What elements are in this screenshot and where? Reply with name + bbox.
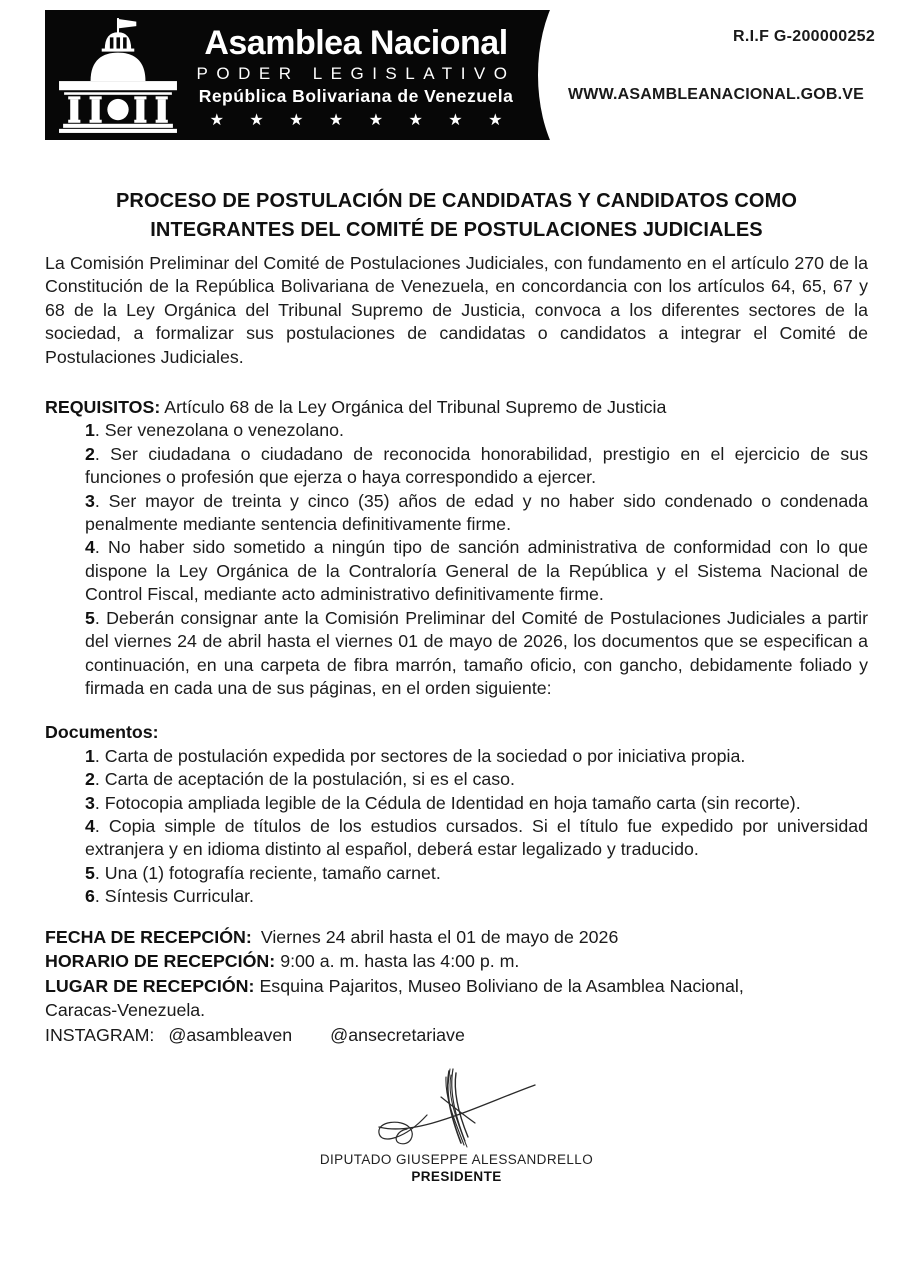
item-text: . Ser ciudadana o ciudadano de reconocida honorabilidad, prestigio en el ejercicio de sus funciones o profesión que ejerza o haya correspondido a ejercer. bbox=[85, 443, 868, 488]
lugar-value: Esquina Pajaritos, Museo Boliviano de la Asamblea Nacional, bbox=[259, 975, 744, 996]
instagram-label: INSTAGRAM: bbox=[45, 1024, 155, 1045]
item-text: . Carta de postulación expedida por sectores de la sociedad o por iniciativa propia. bbox=[94, 745, 746, 766]
document-body bbox=[0, 187, 914, 1185]
stars-row: ★ ★ ★ ★ ★ ★ ★ ★ bbox=[209, 112, 503, 129]
reception-fecha-line bbox=[45, 925, 868, 950]
documento-item-4 bbox=[45, 815, 868, 862]
requisitos-heading-text: Artículo 68 de la Ley Orgánica del Tribunal Supremo de Justicia bbox=[160, 397, 667, 418]
requisito-item-2 bbox=[45, 443, 868, 490]
rif-number: R.I.F G-200000252 bbox=[733, 28, 876, 45]
reception-info bbox=[45, 925, 868, 1048]
item-text: . Fotocopia ampliada legible de la Cédula de Identidad en hoja tamaño carta (sin recorte). bbox=[94, 792, 801, 813]
item-text: . Una (1) fotografía reciente, tamaño carnet. bbox=[94, 862, 441, 883]
item-text: . Carta de aceptación de la postulación, si es el caso. bbox=[94, 769, 515, 790]
documento-item-2 bbox=[45, 768, 868, 791]
org-name: Asamblea Nacional bbox=[204, 24, 508, 62]
item-number: 4 bbox=[85, 537, 95, 558]
item-text: . Síntesis Curricular. bbox=[94, 886, 254, 907]
documento-item-5 bbox=[45, 862, 868, 885]
item-number: 3 bbox=[85, 792, 95, 813]
letterhead bbox=[0, 0, 914, 142]
item-number: 6 bbox=[85, 886, 95, 907]
instagram-handle-2: @ansecretariave bbox=[330, 1024, 465, 1045]
documento-item-1 bbox=[45, 745, 868, 768]
reception-lugar-line2: Caracas-Venezuela. bbox=[45, 1000, 206, 1021]
lugar-label: LUGAR DE RECEPCIÓN: bbox=[45, 975, 255, 996]
horario-value: 9:00 a. m. hasta las 4:00 p. m. bbox=[280, 951, 520, 972]
website-url: WWW.ASAMBLEANACIONAL.GOB.VE bbox=[568, 86, 865, 103]
requisito-item-1 bbox=[45, 419, 868, 442]
country-name: República Bolivariana de Venezuela bbox=[198, 86, 514, 106]
title-line-1: PROCESO DE POSTULACIÓN DE CANDIDATAS Y CANDIDATOS COMO bbox=[115, 190, 797, 212]
fecha-label: FECHA DE RECEPCIÓN: bbox=[45, 926, 252, 947]
requisitos-heading bbox=[45, 396, 868, 419]
item-number: 5 bbox=[85, 862, 95, 883]
item-text: . No haber sido sometido a ningún tipo de sanción administrativa de conformidad con lo que dispone la Ley Orgánica de la Contraloría General de la República y el Sistema Nacional de Control Fiscal, mediante acto administrativo definitivamente firme. bbox=[85, 537, 868, 605]
banner-curve-cut bbox=[538, 10, 558, 140]
signature-block bbox=[45, 1063, 868, 1185]
item-number: 4 bbox=[85, 815, 95, 836]
documento-item-3 bbox=[45, 792, 868, 815]
horario-label: HORARIO DE RECEPCIÓN: bbox=[45, 951, 276, 972]
item-number: 3 bbox=[85, 490, 95, 511]
item-number: 2 bbox=[85, 443, 95, 464]
document-title bbox=[45, 187, 868, 244]
signatory-role: PRESIDENTE bbox=[411, 1169, 502, 1185]
item-number: 1 bbox=[85, 420, 95, 441]
instagram-handle-1: @asambleaven bbox=[168, 1024, 293, 1045]
org-subtitle: PODER LEGISLATIVO bbox=[196, 64, 516, 83]
capitol-building-icon bbox=[57, 18, 179, 139]
signatory-name: DIPUTADO GIUSEPPE ALESSANDRELLO bbox=[319, 1152, 594, 1168]
item-text: . Ser venezolana o venezolano. bbox=[94, 420, 345, 441]
requisito-item-4 bbox=[45, 536, 868, 606]
intro-paragraph: La Comisión Preliminar del Comité de Postulaciones Judiciales, con fundamento en el artículo 270 de la Constitución de la República Bolivariana de Venezuela, en concordancia con los artículos 64, 65, 67 y 68 de la Ley Orgánica del Tribunal Supremo de Justicia, convoca a los diferentes sectores de la sociedad, a formalizar sus postulaciones de candidatas o candidatos a integrar el Comité de Postulaciones Judiciales. bbox=[45, 253, 868, 367]
item-text: . Copia simple de títulos de los estudios cursados. Si el título fue expedido por universidad extranjera y en idioma distinto al español, deberá estar legalizado y traducido. bbox=[85, 815, 868, 860]
item-number: 1 bbox=[85, 745, 95, 766]
title-line-2: INTEGRANTES DEL COMITÉ DE POSTULACIONES JUDICIALES bbox=[150, 218, 763, 241]
item-number: 5 bbox=[85, 607, 95, 628]
fecha-value: Viernes 24 abril hasta el 01 de mayo de 2026 bbox=[260, 926, 619, 947]
documentos-list bbox=[45, 745, 868, 909]
instagram-line bbox=[45, 1023, 868, 1048]
item-number: 2 bbox=[85, 769, 95, 790]
header-banner bbox=[45, 10, 558, 140]
reception-horario-line bbox=[45, 949, 868, 974]
requisito-item-5 bbox=[45, 607, 868, 701]
item-text: . Deberán consignar ante la Comisión Preliminar del Comité de Postulaciones Judiciales a partir del viernes 24 de abril hasta el viernes 01 de mayo de 2026, los documentos que se especifican a continuación, en una carpeta de fibra marrón, tamaño oficio, con gancho, debidamente foliado y firmada en cada una de sus páginas, en el orden siguiente: bbox=[85, 607, 868, 698]
requisitos-label: REQUISITOS: bbox=[45, 397, 161, 418]
reception-lugar-line bbox=[45, 974, 868, 999]
item-text: . Ser mayor de treinta y cinco (35) años de edad y no haber sido condenado o condenada penalmente mediante sentencia definitivamente firme. bbox=[85, 490, 868, 535]
documento-item-6 bbox=[45, 885, 868, 908]
signature-scribble-icon bbox=[357, 1063, 557, 1151]
banner-text-block bbox=[193, 25, 519, 132]
requisitos-list bbox=[45, 419, 868, 700]
requisito-item-3 bbox=[45, 490, 868, 537]
documentos-heading: Documentos: bbox=[45, 722, 159, 743]
